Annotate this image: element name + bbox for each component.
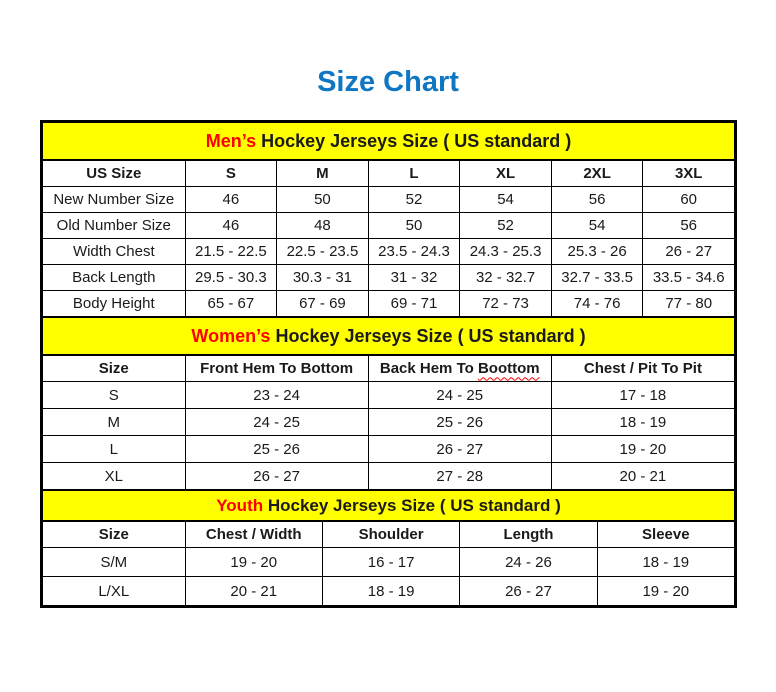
mens-section-title xyxy=(43,123,735,161)
table-header-row xyxy=(43,355,735,382)
row-label: S xyxy=(43,382,186,409)
table-cell: 18 - 19 xyxy=(597,548,734,577)
table-cell: 29.5 - 30.3 xyxy=(185,265,277,291)
table-row xyxy=(43,548,735,577)
table-cell: 50 xyxy=(368,213,460,239)
table-cell: 77 - 80 xyxy=(643,291,735,317)
column-header: Sleeve xyxy=(597,521,734,548)
table-cell: 32 - 32.7 xyxy=(460,265,552,291)
row-label: Width Chest xyxy=(43,239,186,265)
table-cell: 46 xyxy=(185,213,277,239)
page-title: Size Chart xyxy=(317,66,459,98)
table-cell: 24 - 25 xyxy=(185,409,368,436)
table-cell: 72 - 73 xyxy=(460,291,552,317)
table-cell: 74 - 76 xyxy=(551,291,643,317)
table-cell: 33.5 - 34.6 xyxy=(643,265,735,291)
table-header-row xyxy=(43,521,735,548)
table-cell: 46 xyxy=(185,187,277,213)
row-label: M xyxy=(43,409,186,436)
table-cell: 25 - 26 xyxy=(185,436,368,463)
table-cell: 48 xyxy=(277,213,369,239)
table-cell: 56 xyxy=(551,187,643,213)
row-label: L xyxy=(43,436,186,463)
table-row xyxy=(43,382,735,409)
column-header: L xyxy=(368,160,460,187)
table-cell: 19 - 20 xyxy=(185,548,322,577)
column-header: XL xyxy=(460,160,552,187)
table-cell: 54 xyxy=(460,187,552,213)
table-row xyxy=(43,436,735,463)
youth-section-highlight: Youth xyxy=(216,495,264,515)
table-cell: 50 xyxy=(277,187,369,213)
misspelled-word: Boottom xyxy=(477,360,540,378)
mens-section-band xyxy=(43,123,735,161)
table-row xyxy=(43,409,735,436)
table-cell: 31 - 32 xyxy=(368,265,460,291)
womens-section-band xyxy=(43,318,735,356)
table-cell: 26 - 27 xyxy=(185,463,368,490)
youth-section-rest: Hockey Jerseys Size ( US standard ) xyxy=(263,495,561,515)
table-cell: 25.3 - 26 xyxy=(551,239,643,265)
table-cell: 18 - 19 xyxy=(551,409,734,436)
table-cell: 27 - 28 xyxy=(368,463,551,490)
column-header: M xyxy=(277,160,369,187)
row-label: L/XL xyxy=(43,577,186,606)
column-header xyxy=(368,355,551,382)
womens-section-title xyxy=(43,318,735,356)
column-header: Size xyxy=(43,355,186,382)
table-row xyxy=(43,291,735,317)
column-header: Shoulder xyxy=(322,521,459,548)
table-cell: 56 xyxy=(643,213,735,239)
size-chart xyxy=(40,120,737,608)
table-cell: 67 - 69 xyxy=(277,291,369,317)
column-header: 3XL xyxy=(643,160,735,187)
table-cell: 25 - 26 xyxy=(368,409,551,436)
table-cell: 26 - 27 xyxy=(368,436,551,463)
table-cell: 30.3 - 31 xyxy=(277,265,369,291)
table-row xyxy=(43,265,735,291)
table-cell: 52 xyxy=(368,187,460,213)
table-cell: 26 - 27 xyxy=(643,239,735,265)
column-header-text: Back Hem To xyxy=(379,360,478,378)
table-cell: 24.3 - 25.3 xyxy=(460,239,552,265)
table-cell: 22.5 - 23.5 xyxy=(277,239,369,265)
table-cell: 32.7 - 33.5 xyxy=(551,265,643,291)
table-cell: 17 - 18 xyxy=(551,382,734,409)
table-header-row xyxy=(43,160,735,187)
column-header: Front Hem To Bottom xyxy=(185,355,368,382)
column-header: Length xyxy=(460,521,597,548)
column-header: 2XL xyxy=(551,160,643,187)
column-header: Chest / Pit To Pit xyxy=(551,355,734,382)
table-row xyxy=(43,577,735,606)
column-header: S xyxy=(185,160,277,187)
table-row xyxy=(43,187,735,213)
womens-section-rest: Hockey Jerseys Size ( US standard ) xyxy=(270,325,586,346)
table-cell: 19 - 20 xyxy=(551,436,734,463)
row-label: Body Height xyxy=(43,291,186,317)
row-label: Back Length xyxy=(43,265,186,291)
table-cell: 23.5 - 24.3 xyxy=(368,239,460,265)
table-cell: 20 - 21 xyxy=(185,577,322,606)
column-header: Size xyxy=(43,521,186,548)
table-cell: 69 - 71 xyxy=(368,291,460,317)
row-label: S/M xyxy=(43,548,186,577)
table-cell: 24 - 26 xyxy=(460,548,597,577)
column-header: Chest / Width xyxy=(185,521,322,548)
table-cell: 60 xyxy=(643,187,735,213)
youth-section-title xyxy=(43,491,735,522)
mens-section-highlight: Men’s xyxy=(205,130,257,151)
table-cell: 19 - 20 xyxy=(597,577,734,606)
table-cell: 65 - 67 xyxy=(185,291,277,317)
womens-section-highlight: Women’s xyxy=(191,325,271,346)
column-header: US Size xyxy=(43,160,186,187)
table-cell: 18 - 19 xyxy=(322,577,459,606)
row-label: Old Number Size xyxy=(43,213,186,239)
table-cell: 54 xyxy=(551,213,643,239)
table-cell: 52 xyxy=(460,213,552,239)
table-row xyxy=(43,463,735,490)
mens-section-rest: Hockey Jerseys Size ( US standard ) xyxy=(256,130,572,151)
table-cell: 24 - 25 xyxy=(368,382,551,409)
womens-size-table xyxy=(42,317,735,490)
table-cell: 23 - 24 xyxy=(185,382,368,409)
table-row xyxy=(43,213,735,239)
mens-size-table xyxy=(42,122,735,317)
table-cell: 16 - 17 xyxy=(322,548,459,577)
youth-size-table xyxy=(42,490,735,606)
table-cell: 21.5 - 22.5 xyxy=(185,239,277,265)
row-label: XL xyxy=(43,463,186,490)
row-label: New Number Size xyxy=(43,187,186,213)
table-row xyxy=(43,239,735,265)
table-cell: 26 - 27 xyxy=(460,577,597,606)
youth-section-band xyxy=(43,491,735,522)
table-cell: 20 - 21 xyxy=(551,463,734,490)
